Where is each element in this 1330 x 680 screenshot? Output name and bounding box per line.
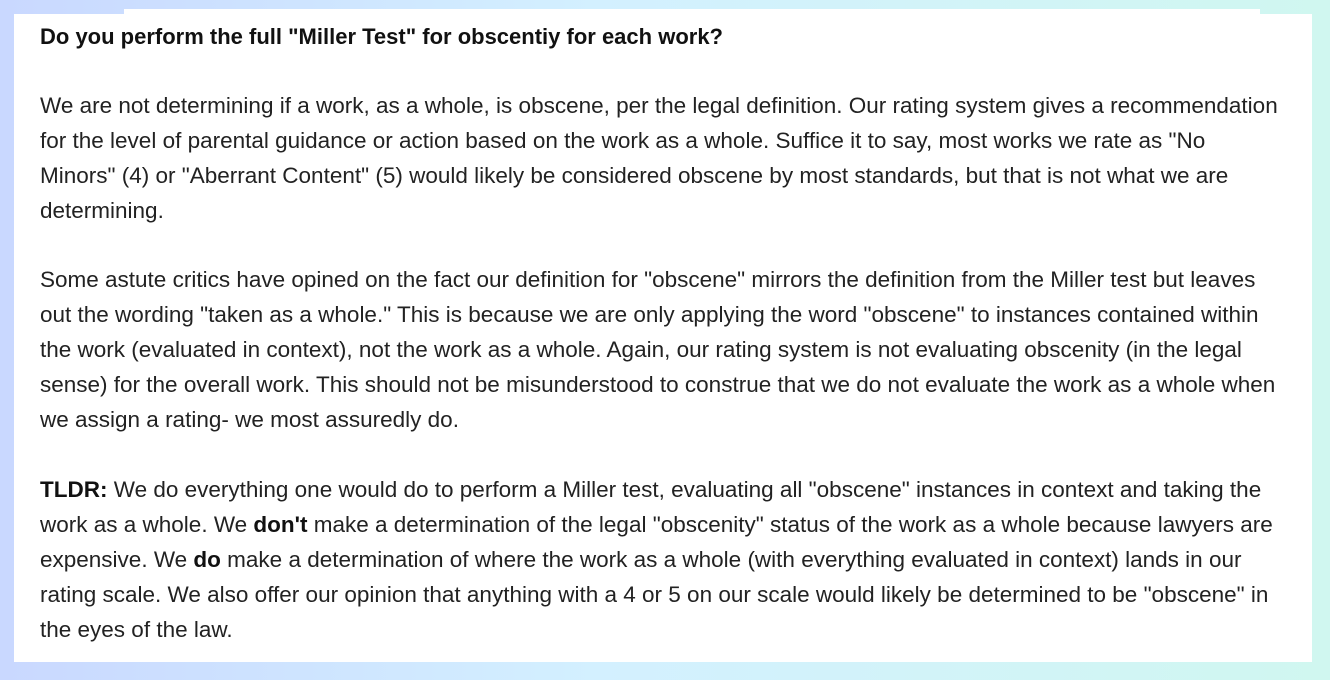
- faq-card: [14, 14, 1312, 662]
- faq-paragraph-2: Some astute critics have opined on the fact our definition for "obscene" mirrors the definition from the Miller test but leaves out the wording "taken as a whole." This is because we are only applying the word "obscene" to instances contained within the work (evaluated in context), not the work as a whole. Again, our rating system is not evaluating obscenity (in the legal sense) for the overall work. This should not be misunderstood to construe that we do not evaluate the work as a whole when we assign a rating- we most assuredly do.: [40, 267, 1276, 432]
- faq-question: Do you perform the full "Miller Test" for obscentiy for each work?: [40, 24, 723, 49]
- tldr-text-2: make a determination of the legal "obscenity" status of the work as a whole because lawyers are expensive. We: [40, 512, 1273, 572]
- tldr-emphasis-dont: don't: [253, 512, 308, 537]
- tldr-label: TLDR:: [40, 477, 108, 502]
- faq-paragraph-1: We are not determining if a work, as a whole, is obscene, per the legal definition. Our rating system gives a recommendation for the level of parental guidance or action based on the work as a whole. Suffice it to say, most works we rate as "No Minors" (4) or "Aberrant Content" (5) would likely be considered obscene by most standards, but that is not what we are determining.: [40, 93, 1278, 223]
- tldr-emphasis-do: do: [193, 547, 221, 572]
- tldr-text-1: We do everything one would do to perform a Miller test, evaluating all "obscene" instances in context and taking the work as a whole. We: [40, 477, 1262, 537]
- faq-tldr-paragraph: [40, 472, 1285, 647]
- tldr-text-3: make a determination of where the work as a whole (with everything evaluated in context) lands in our rating scale. We also offer our opinion that anything with a 4 or 5 on our scale would likely be determined to be "obscene" in the eyes of the law.: [40, 547, 1269, 642]
